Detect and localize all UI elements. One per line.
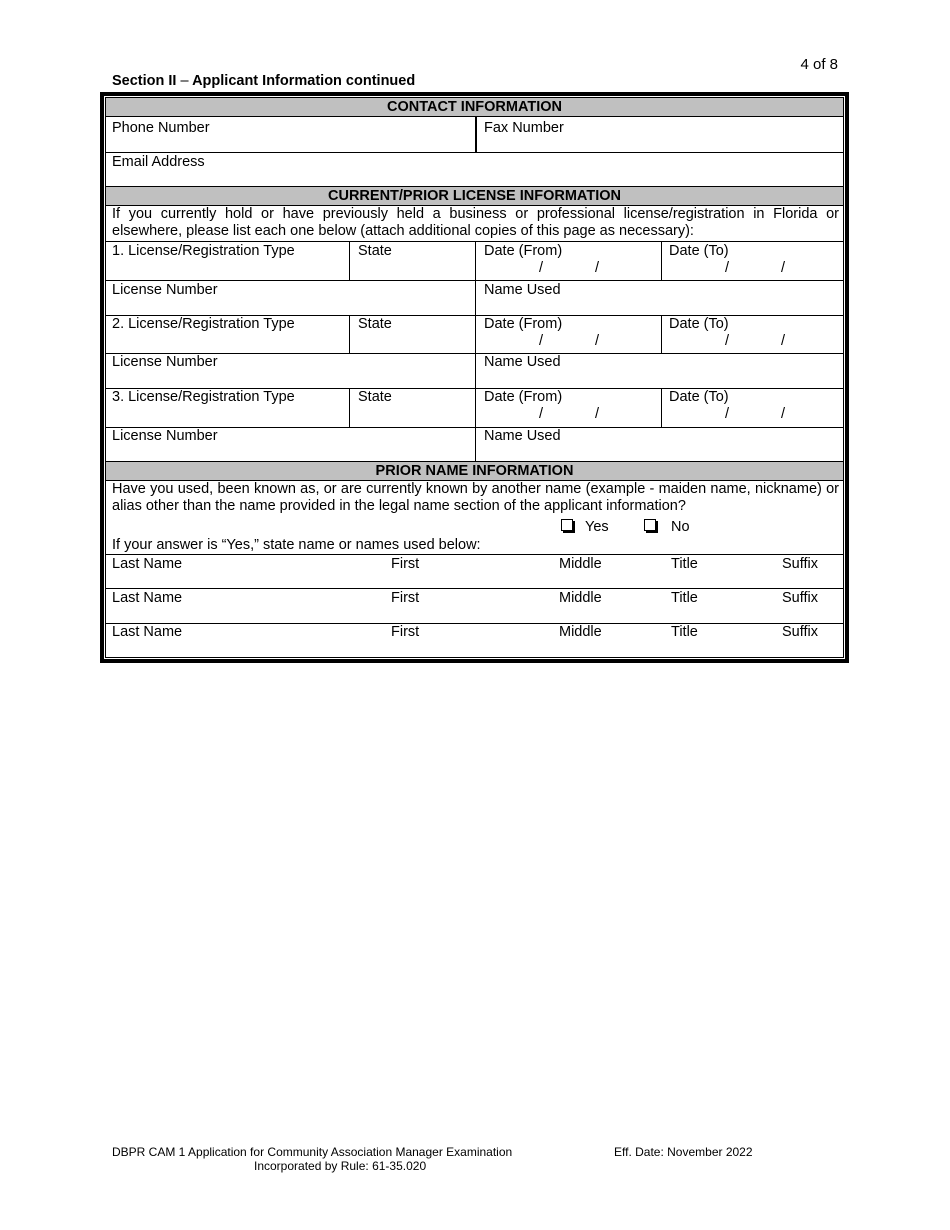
middle-name-field[interactable]: Middle — [559, 624, 602, 640]
title-field[interactable]: Title — [671, 590, 698, 606]
footer-form-name: DBPR CAM 1 Application for Community Association Manager Examination — [112, 1145, 513, 1159]
date-separator: / — [725, 406, 730, 422]
prior-name-question: Have you used, been known as, or are currently known by another name (example - maiden name, nickname) or alias other than the name provided in the legal name section of the applicant information? — [112, 481, 839, 514]
no-label: No — [671, 519, 690, 535]
divider — [106, 280, 843, 281]
date-from-field-2[interactable]: Date (From) — [484, 316, 563, 332]
page-number: 4 of 8 — [800, 56, 838, 73]
contact-header: CONTACT INFORMATION — [106, 98, 843, 117]
yes-checkbox[interactable] — [561, 519, 573, 531]
divider — [475, 241, 476, 315]
suffix-field[interactable]: Suffix — [782, 556, 819, 572]
divider — [661, 315, 662, 353]
divider — [349, 241, 350, 280]
state-field-2[interactable]: State — [358, 316, 392, 332]
divider — [106, 152, 843, 153]
yes-label: Yes — [585, 519, 609, 535]
license-type-field-2[interactable]: 2. License/Registration Type — [112, 316, 295, 332]
date-separator: / — [539, 406, 544, 422]
suffix-field[interactable]: Suffix — [782, 590, 819, 606]
date-to-field-1[interactable]: Date (To) — [669, 243, 729, 259]
title-field[interactable]: Title — [671, 624, 698, 640]
divider — [349, 315, 350, 353]
date-separator: / — [539, 333, 544, 349]
prior-name-instruction: If your answer is “Yes,” state name or names used below: — [112, 537, 481, 553]
state-field-1[interactable]: State — [358, 243, 392, 259]
divider — [661, 241, 662, 280]
section-prefix: Section II — [112, 73, 177, 89]
name-used-field-3[interactable]: Name Used — [484, 428, 561, 444]
last-name-field[interactable]: Last Name — [112, 556, 183, 572]
license-number-field-2[interactable]: License Number — [112, 354, 218, 370]
name-used-field-2[interactable]: Name Used — [484, 354, 561, 370]
email-address-field[interactable]: Email Address — [112, 154, 205, 170]
license-type-field-3[interactable]: 3. License/Registration Type — [112, 389, 295, 405]
middle-name-field[interactable]: Middle — [559, 556, 602, 572]
license-number-field-3[interactable]: License Number — [112, 428, 218, 444]
license-number-field-1[interactable]: License Number — [112, 282, 218, 298]
license-header: CURRENT/PRIOR LICENSE INFORMATION — [106, 186, 843, 206]
first-name-field[interactable]: First — [391, 624, 420, 640]
section-title — [112, 73, 415, 89]
date-separator: / — [725, 260, 730, 276]
divider — [106, 554, 843, 555]
date-to-field-3[interactable]: Date (To) — [669, 389, 729, 405]
no-checkbox[interactable] — [644, 519, 656, 531]
section-heading: Applicant Information continued — [192, 73, 416, 89]
date-separator: / — [595, 260, 600, 276]
date-separator: / — [595, 333, 600, 349]
section-dash: – — [180, 73, 189, 89]
title-field[interactable]: Title — [671, 556, 698, 572]
date-to-field-2[interactable]: Date (To) — [669, 316, 729, 332]
date-separator: / — [781, 260, 786, 276]
divider — [349, 388, 350, 427]
name-used-field-1[interactable]: Name Used — [484, 282, 561, 298]
date-separator: / — [725, 333, 730, 349]
applicant-form — [105, 97, 844, 658]
divider — [106, 623, 843, 624]
first-name-field[interactable]: First — [391, 590, 420, 606]
prior-name-header: PRIOR NAME INFORMATION — [106, 461, 843, 481]
date-separator: / — [781, 333, 786, 349]
last-name-field[interactable]: Last Name — [112, 590, 183, 606]
last-name-field[interactable]: Last Name — [112, 624, 183, 640]
first-name-field[interactable]: First — [391, 556, 420, 572]
divider — [475, 117, 477, 152]
license-type-field-1[interactable]: 1. License/Registration Type — [112, 243, 295, 259]
date-separator: / — [595, 406, 600, 422]
divider — [661, 388, 662, 427]
middle-name-field[interactable]: Middle — [559, 590, 602, 606]
phone-number-field[interactable]: Phone Number — [112, 120, 210, 136]
divider — [475, 315, 476, 388]
date-separator: / — [539, 260, 544, 276]
footer-eff-date: Eff. Date: November 2022 — [614, 1145, 753, 1159]
license-intro: If you currently hold or have previously held a business or professional license/registration in Florida or elsewhere, please list each one below (attach additional copies of this page as necessary): — [112, 206, 839, 239]
fax-number-field[interactable]: Fax Number — [484, 120, 564, 136]
footer-rule: Incorporated by Rule: 61-35.020 — [254, 1159, 427, 1173]
date-from-field-3[interactable]: Date (From) — [484, 389, 563, 405]
date-separator: / — [781, 406, 786, 422]
state-field-3[interactable]: State — [358, 389, 392, 405]
divider — [106, 588, 843, 589]
suffix-field[interactable]: Suffix — [782, 624, 819, 640]
date-from-field-1[interactable]: Date (From) — [484, 243, 563, 259]
divider — [475, 388, 476, 461]
